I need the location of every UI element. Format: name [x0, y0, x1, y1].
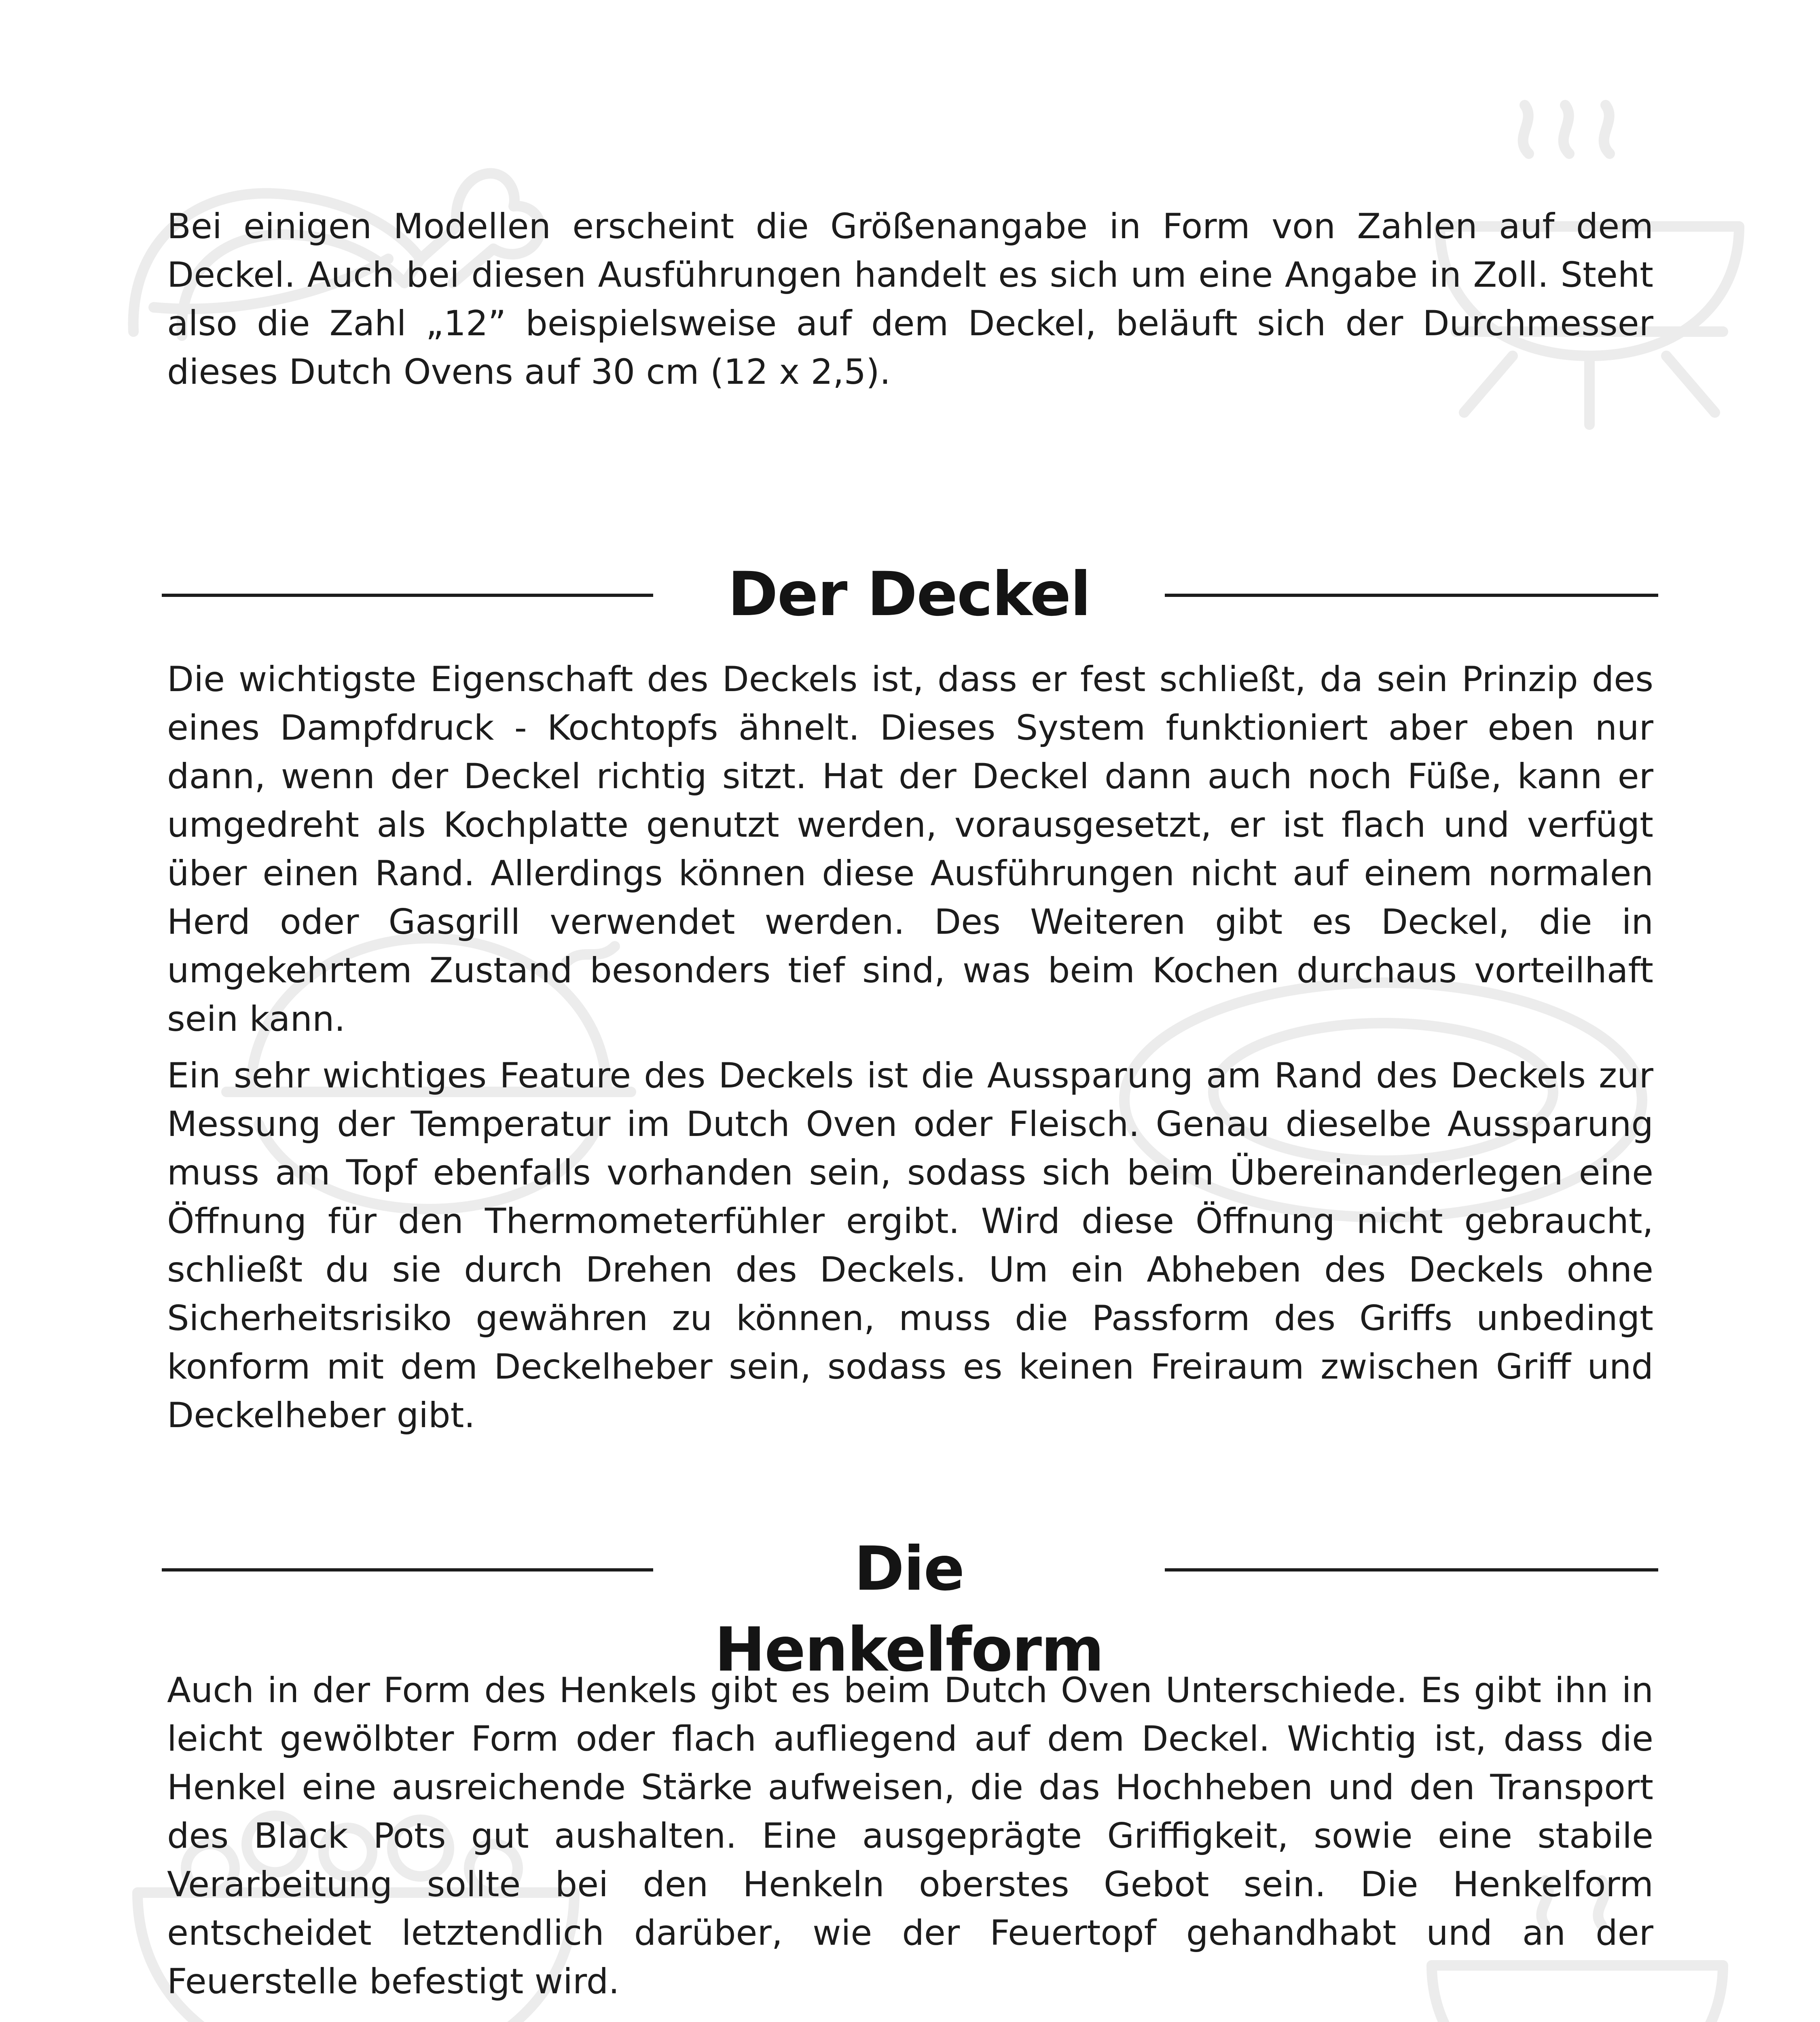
heading-rule-left [162, 1568, 653, 1571]
section-heading-henkelform [162, 1529, 1658, 1685]
intro-paragraph: Bei einigen Modellen erscheint die Größenangabe in Form von Zahlen auf dem Deckel. Auch bei diesen Ausführungen handelt es sich um eine Angabe in Zoll. Steht also die Zahl „12” beispielsweise auf dem Deckel, beläuft sich der Durchmesser dieses Dutch Ovens auf 30 cm (12 x 2,5). [167, 206, 1653, 392]
heading-rule-right [1165, 1568, 1658, 1571]
deckel-paragraph-2: Ein sehr wichtiges Feature des Deckels ist die Aussparung am Rand des Deckels zur Messung der Temperatur im Dutch Oven oder Fleisch. Genau dieselbe Aussparung muss am Topf ebenfalls vorhanden sein, sodass sich beim Übereinanderlegen eine Öffnung für den Thermometerfühler ergibt. Wird diese Öffnung nicht gebraucht, schließt du sie durch Drehen des Deckels. Um ein Abheben des Deckels ohne Sicherheitsrisiko gewähren zu können, muss die Passform des Griffs unbedingt konform mit dem Deckelheber sein, sodass es keinen Freiraum zwischen Griff und Deckelheber gibt. [167, 1055, 1653, 1436]
section-heading-deckel [162, 554, 1658, 635]
heading-henkelform: Die Henkelform [714, 1534, 1104, 1685]
heading-rule-left [162, 594, 653, 597]
deckel-paragraph-1: Die wichtigste Eigenschaft des Deckels ist, dass er fest schließt, da sein Prinzip des eines Dampfdruck - Kochtopfs ähnelt. Dieses System funktioniert aber eben nur dann, wenn der Deckel richtig sitzt. Hat der Deckel dann auch noch Füße, kann er umgedreht als Kochplatte genutzt werden, vorausgesetzt, er ist flach und verfügt über einen Rand. Allerdings können diese Ausführungen nicht auf einem normalen Herd oder Gasgrill verwendet werden. Des Weiteren gibt es Deckel, die in umgekehrtem Zustand besonders tief sind, was beim Kochen durchaus vorteilhaft sein kann. [167, 659, 1653, 1039]
heading-rule-right [1165, 594, 1658, 597]
henkel-paragraph: Auch in der Form des Henkels gibt es beim Dutch Oven Unterschiede. Es gibt ihn in leicht gewölbter Form oder flach aufliegend auf dem Deckel. Wichtig ist, dass die Henkel eine ausreichende Stärke aufweisen, die das Hochheben und den Transport des Black Pots gut aushalten. Eine ausgeprägte Griffigkeit, sowie eine stabile Verarbeitung sollte bei den Henkeln oberstes Gebot sein. Die Henkelform entscheidet letztendlich darüber, wie der Feuertopf gehandhabt und an der Feuerstelle befestigt wird. [167, 1670, 1653, 2002]
heading-deckel: Der Deckel [728, 559, 1090, 630]
